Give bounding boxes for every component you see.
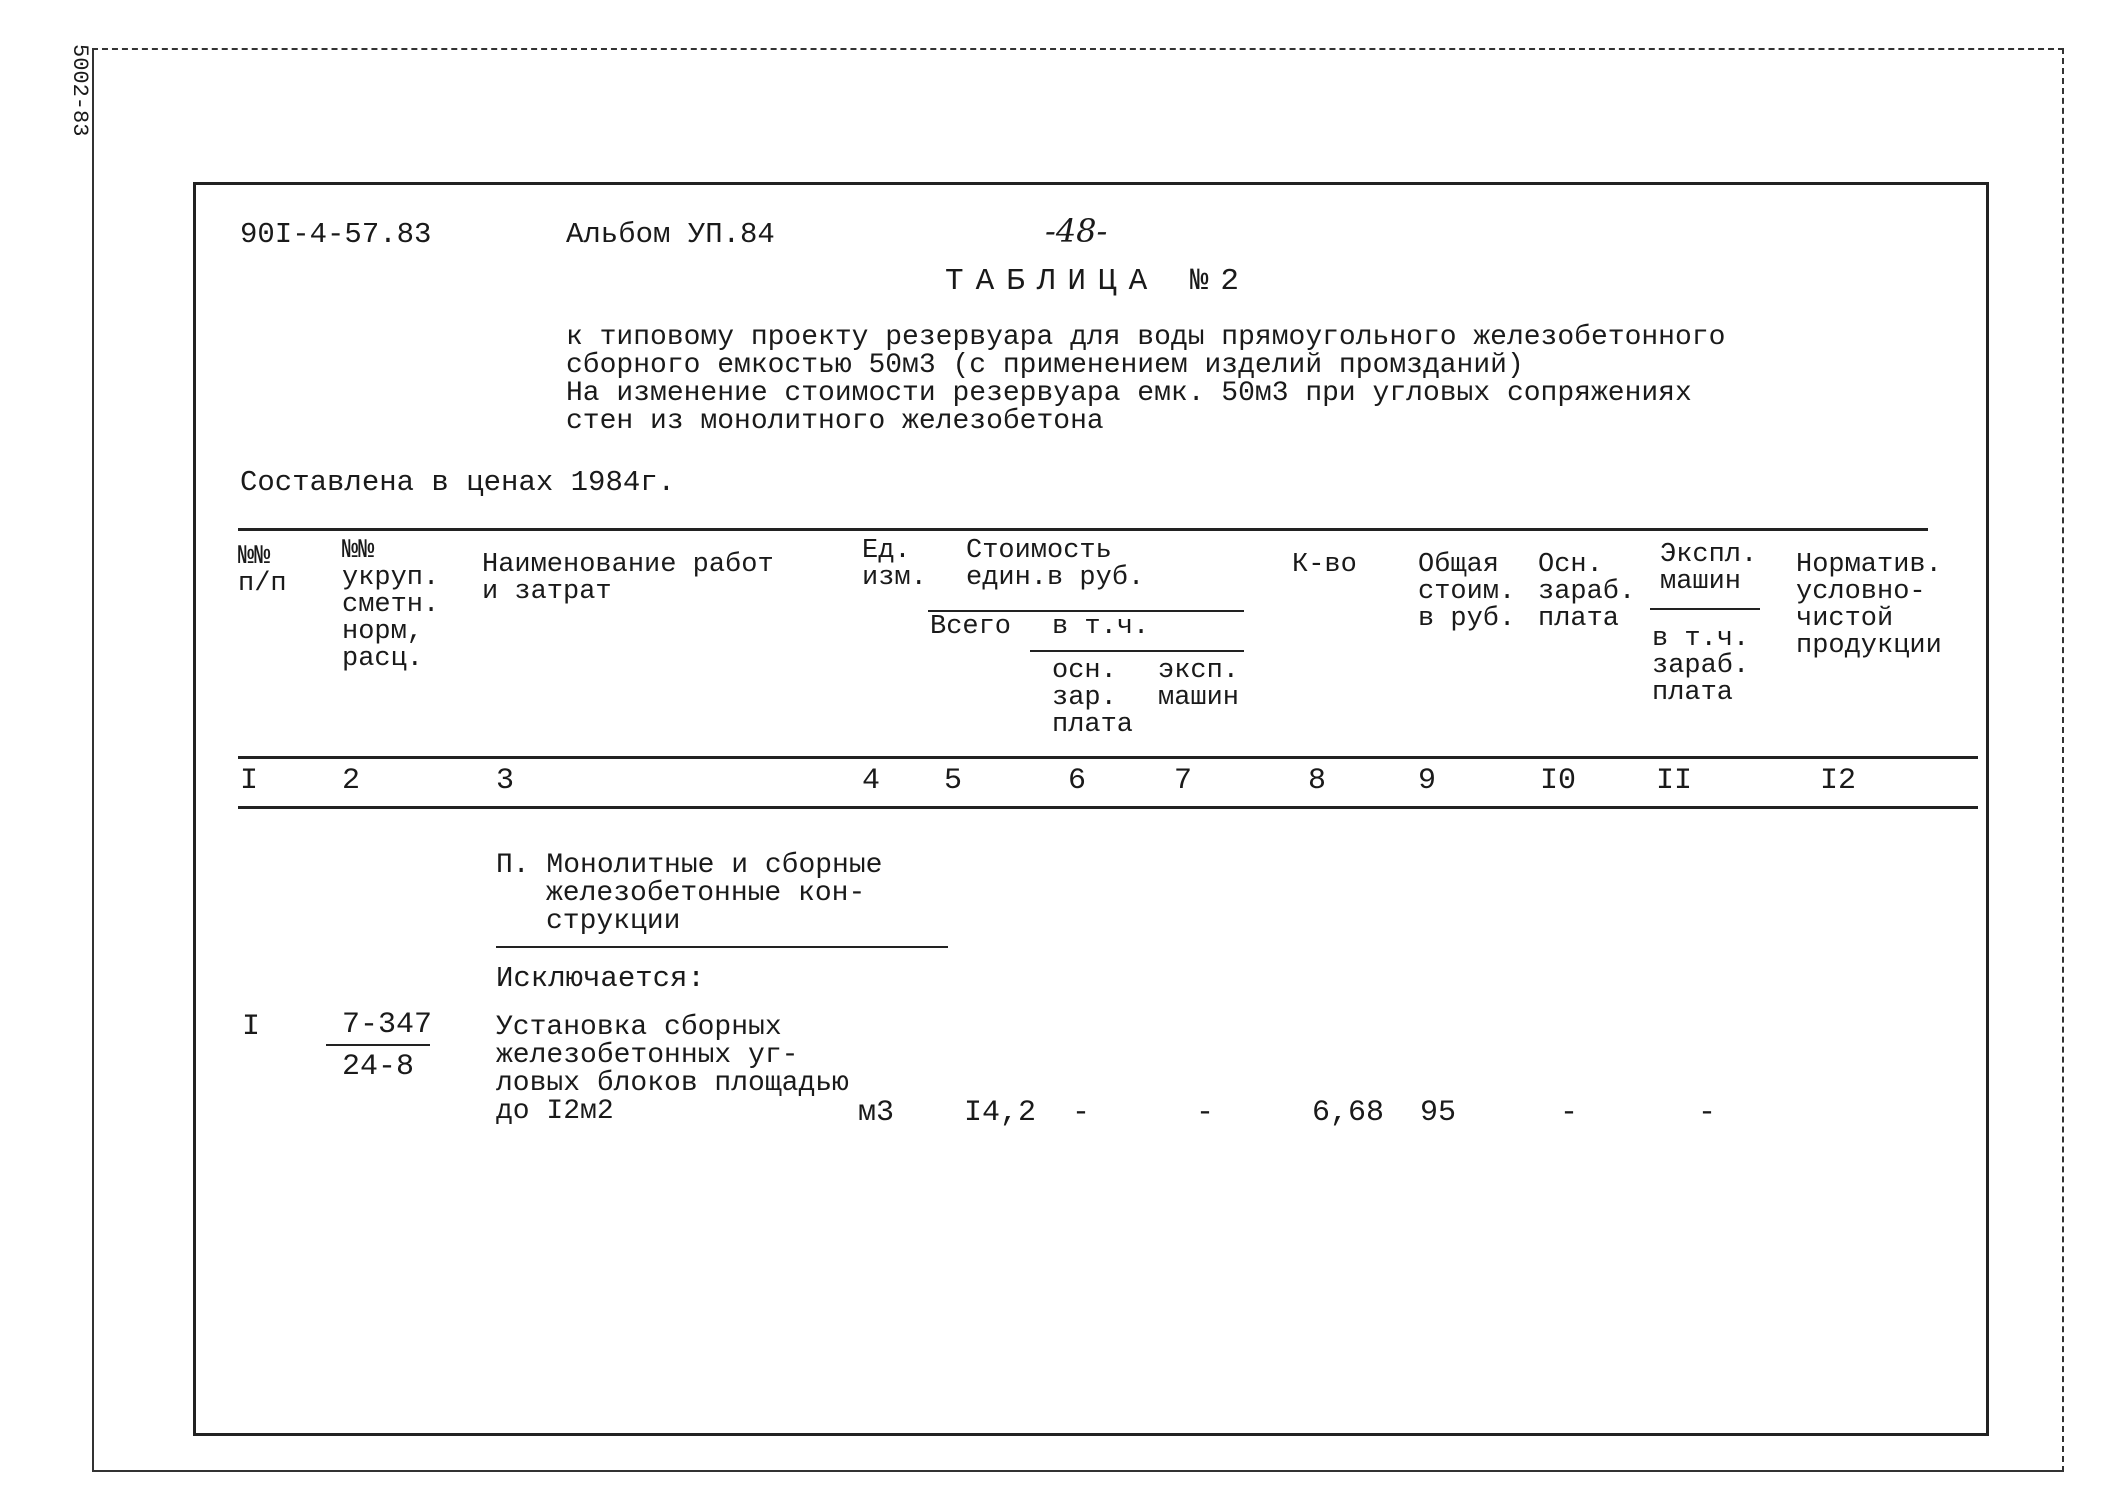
col-number-5: 5 [944,764,963,798]
subtitle-line-1: к типовому проекту резервуара для воды прямоугольного железобетонного [566,322,1726,353]
col-number-10: I0 [1540,764,1577,798]
row-col11: - [1698,1096,1717,1130]
incl-group-rule [1030,650,1244,652]
row-col10: - [1560,1096,1579,1130]
row-norm-bottom: 24-8 [342,1050,415,1084]
col-number-12: I2 [1820,764,1857,798]
col-10-header: Осн. зараб. плата [1538,550,1636,634]
col-9-header: Общая стоим. в руб. [1418,550,1516,634]
col-number-3: 3 [496,764,515,798]
col-number-6: 6 [1068,764,1087,798]
table-title: ТАБЛИЦА №2 [945,264,1252,299]
col-5-header: Всего [930,612,1012,642]
col-5-group-header: Стоимость един.в руб. [966,536,1145,593]
col-number-1: I [240,764,259,798]
album-label: Альбом УП.84 [566,218,775,251]
norm-fraction-line [326,1044,430,1046]
row-total-cost: 95 [1420,1096,1457,1130]
row-unit: м3 [858,1096,895,1130]
section-title: П. Монолитные и сборные железобетонные кон- струкции [496,850,883,937]
row-number: I [242,1010,261,1044]
col-67-group-header: в т.ч. [1052,612,1150,642]
subtitle-line-4: стен из монолитного железобетона [566,406,1104,437]
row-col6: - [1072,1096,1091,1130]
header-top-rule [238,528,1928,531]
col-number-8: 8 [1308,764,1327,798]
col-number-4: 4 [862,764,881,798]
col-4-header: Ед. изм. [862,536,927,593]
project-code: 90I-4-57.83 [240,218,432,251]
col-3-header: Наименование работ и затрат [482,550,774,607]
subtitle-line-2: сборного емкостью 50м3 (с применением изделий промзданий) [566,350,1524,381]
col-8-header: К-во [1292,550,1357,580]
archive-stamp: 5002-83 [67,44,92,137]
col-6-header: осн. зар. плата [1052,656,1134,740]
page-number: -48- [1045,212,1108,250]
row-work-name: Установка сборных железобетонных уг- ловых блоков площадью до I2м2 [496,1012,849,1127]
col-7-header: эксп. машин [1158,656,1240,713]
col-11-header-bottom: в т.ч. зараб. плата [1652,624,1750,708]
header-bottom-rule [238,756,1978,759]
col-number-2: 2 [342,764,361,798]
numbers-bottom-rule [238,806,1978,809]
row-total: I4,2 [964,1096,1037,1130]
col-number-11: II [1656,764,1693,798]
col-11-header-top: Экспл. машин [1660,540,1758,597]
col-1-header: №№ п/п [238,542,287,599]
col-number-9: 9 [1418,764,1437,798]
subtitle-line-3: На изменение стоимости резервуара емк. 50м3 при угловых сопряжениях [566,378,1692,409]
col-12-header: Норматив. условно- чистой продукции [1796,550,1942,661]
row-col7: - [1196,1096,1215,1130]
row-norm-top: 7-347 [342,1008,433,1042]
excluded-label: Исключается: [496,962,705,995]
prices-note: Составлена в ценах 1984г. [240,466,676,499]
section-underline [496,946,948,948]
col-number-7: 7 [1174,764,1193,798]
row-quantity: 6,68 [1312,1096,1385,1130]
col-2-header: №№ укруп. сметн. норм, расц. [342,536,440,674]
exploit-rule [1650,608,1760,610]
